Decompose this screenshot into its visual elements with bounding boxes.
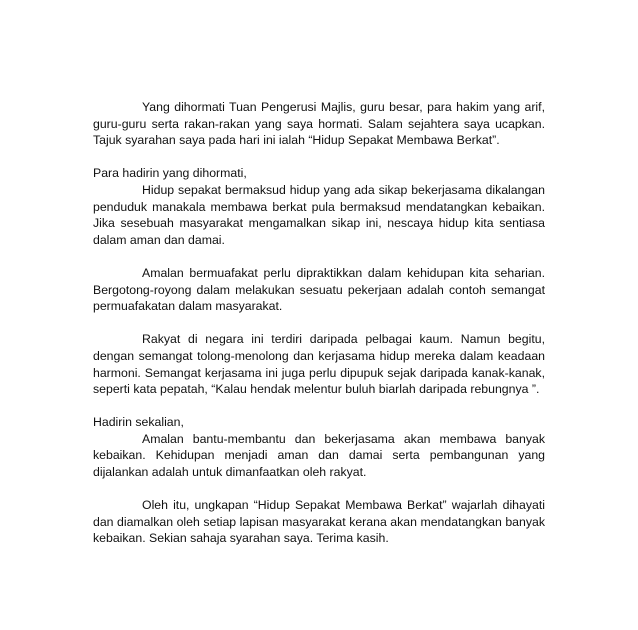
paragraph-closing bbox=[93, 497, 545, 547]
salutation-para-hadirin: Para hadirin yang dihormati, bbox=[93, 166, 247, 181]
salutation-hadirin-sekalian: Hadirin sekalian, bbox=[93, 415, 184, 430]
paragraph-opening bbox=[93, 99, 545, 149]
paragraph-definition-text: Hidup sepakat bermaksud hidup yang ada sikap bekerjasama dikalangan penduduk manakala membawa berkat pula bermaksud mendatangkan kebaikan. Jika sesebuah masyarakat mengamalkan sikap ini, nescaya hidup kita sentiasa dalam aman dan damai. bbox=[93, 182, 545, 247]
paragraph-definition bbox=[93, 165, 545, 248]
paragraph-muafakat bbox=[93, 265, 545, 315]
paragraph-rakyat-text: Rakyat di negara ini terdiri daripada pelbagai kaum. Namun begitu, dengan semangat tolong-menolong dan kerjasama hidup mereka dalam keadaan harmoni. Semangat kerjasama ini juga perlu dipupuk sejak daripada kanak-kanak, seperti kata pepatah, “Kalau hendak melentur buluh biarlah daripada rebungnya ”. bbox=[93, 332, 545, 397]
paragraph-muafakat-text: Amalan bermuafakat perlu dipraktikkan dalam kehidupan kita seharian. Bergotong-royong dalam melakukan sesuatu pekerjaan adalah contoh semangat permuafakatan dalam masyarakat. bbox=[93, 265, 545, 314]
paragraph-opening-text: Yang dihormati Tuan Pengerusi Majlis, guru besar, para hakim yang arif, guru-guru serta rakan-rakan yang saya hormati. Salam sejahtera saya ucapkan. Tajuk syarahan saya pada hari ini ialah “Hidup Sepakat Membawa Berkat”. bbox=[93, 100, 545, 148]
speech-text bbox=[93, 99, 545, 564]
paragraph-rakyat bbox=[93, 331, 545, 397]
paragraph-bantu-text: Amalan bantu-membantu dan bekerjasama akan membawa banyak kebaikan. Kehidupan menjadi aman dan damai serta pembangunan yang dijalankan adalah untuk dimanfaatkan oleh rakyat. bbox=[93, 431, 545, 480]
paragraph-bantu bbox=[93, 414, 545, 480]
paragraph-closing-text: Oleh itu, ungkapan “Hidup Sepakat Membawa Berkat” wajarlah dihayati dan diamalkan oleh setiap lapisan masyarakat kerana akan mendatangkan banyak kebaikan. Sekian sahaja syarahan saya. Terima kasih. bbox=[93, 498, 545, 546]
